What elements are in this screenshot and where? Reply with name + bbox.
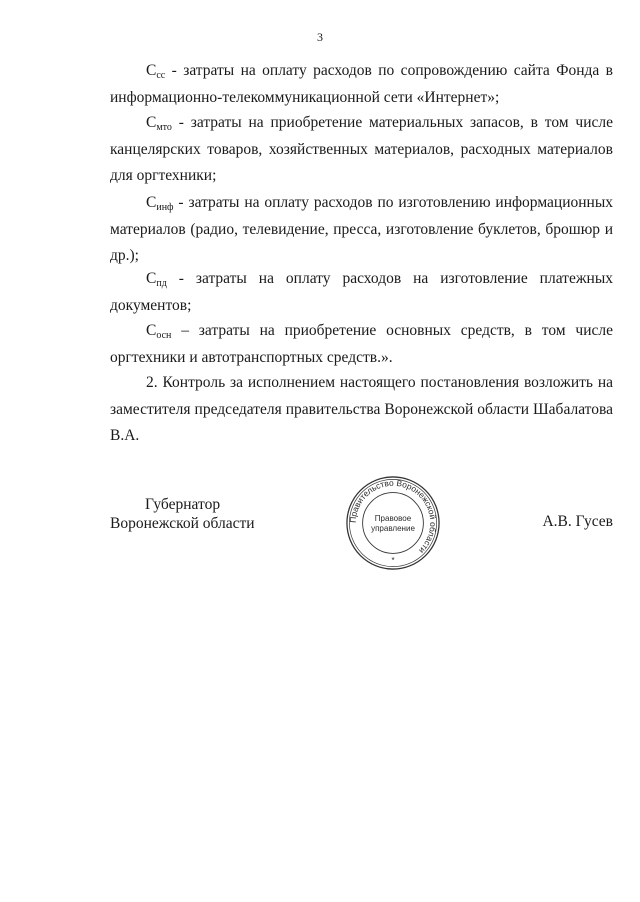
stamp-inner-line1: Правовое xyxy=(374,514,412,524)
definition-text: – затраты на приобретение основных средств, в том числе оргтехники и автотранспортных средств.». xyxy=(110,322,613,366)
definition-paragraph-cinf xyxy=(110,190,613,270)
cost-symbol: $C_{осн}$ xyxy=(146,322,172,341)
cost-symbol: $C_{инф}$ xyxy=(146,194,174,213)
cost-symbol: $C_{мто}$ xyxy=(146,114,172,133)
cost-symbol: $C_{сс}$ xyxy=(146,62,166,81)
governor-title: Губернатор xyxy=(145,496,221,513)
signature-role xyxy=(110,495,255,533)
definition-text: - затраты на приобретение материальных запасов, в том числе канцелярских товаров, хозяйственных материалов, расходных материалов для оргтехники; xyxy=(110,114,613,184)
definition-text: - затраты на оплату расходов на изготовление платежных документов; xyxy=(110,270,613,314)
cost-symbol: $C_{пд}$ xyxy=(146,270,167,289)
clause-2-paragraph: 2. Контроль за исполнением настоящего постановления возложить на заместителя председателя правительства Воронежской области Шабалатова В.А. xyxy=(110,374,613,444)
definition-text: - затраты на оплату расходов по сопровождению сайта Фонда в информационно-телекоммуникационной сети «Интернет»; xyxy=(110,62,613,106)
definition-paragraph-cosn xyxy=(110,318,613,371)
stamp-outer-text: Правительство Воронежской области xyxy=(347,477,439,556)
definition-paragraph-css xyxy=(110,58,613,111)
official-stamp xyxy=(344,474,442,572)
definition-text: - затраты на оплату расходов по изготовлению информационных материалов (радио, телевидение, пресса, изготовление буклетов, брошюр и др.); xyxy=(110,194,613,264)
definition-paragraph-cpd xyxy=(110,266,613,319)
signatory-name: А.В. Гусев xyxy=(542,513,613,530)
page-number: 3 xyxy=(317,30,323,44)
region-name: Воронежской области xyxy=(110,515,255,532)
stamp-inner-line2: управление xyxy=(371,523,415,533)
stamp-star: * xyxy=(391,556,395,566)
definition-paragraph-cmto xyxy=(110,110,613,190)
